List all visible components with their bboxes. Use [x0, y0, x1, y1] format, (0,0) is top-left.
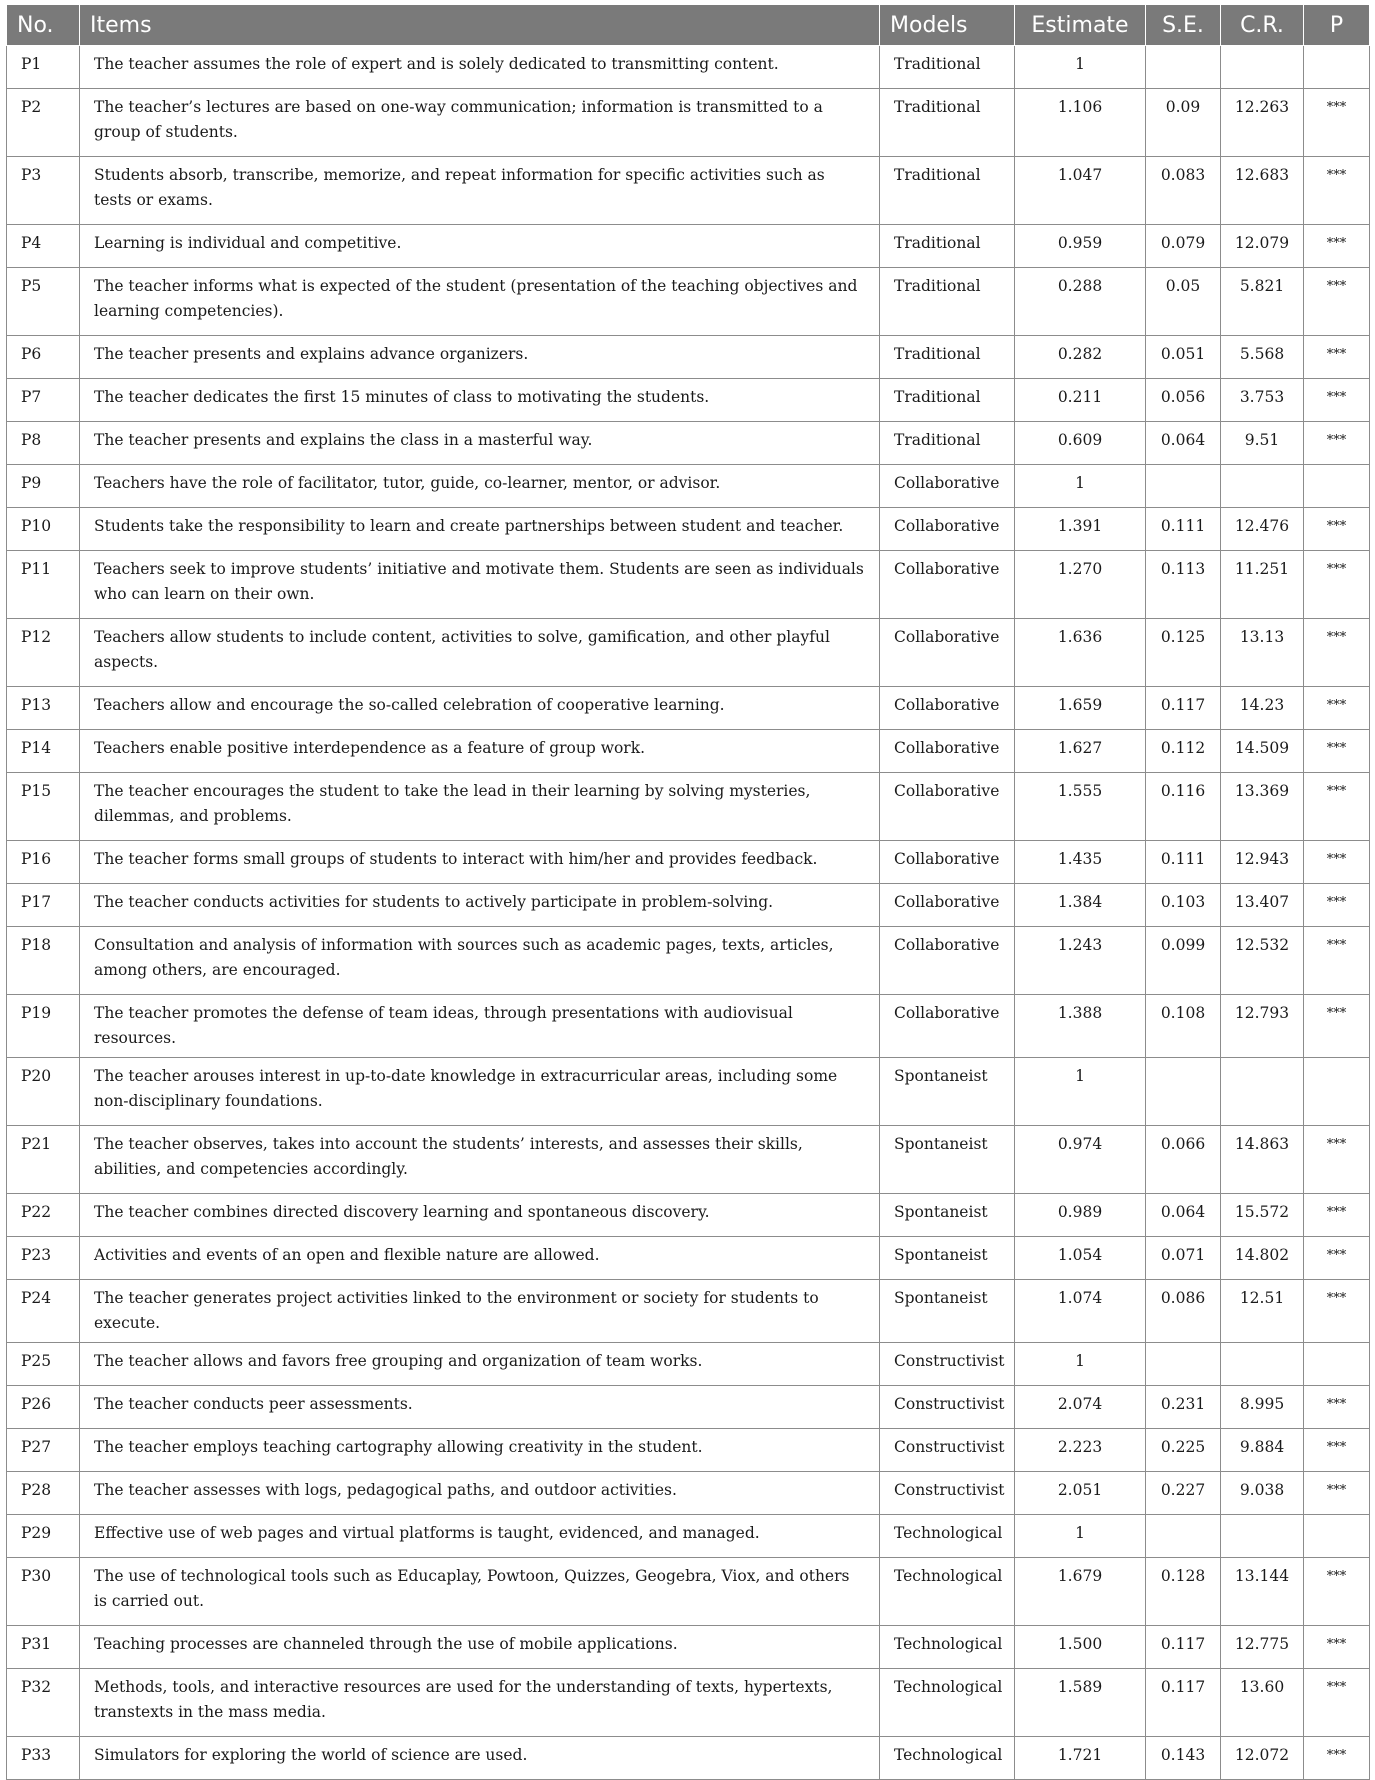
cell-se: 0.117 — [1146, 1626, 1221, 1669]
cell-se: 0.113 — [1146, 551, 1221, 619]
header-se: S.E. — [1146, 5, 1221, 46]
cell-estimate: 1.555 — [1015, 773, 1146, 841]
table-header — [7, 5, 1370, 46]
header-items: Items — [80, 5, 880, 46]
table-row — [7, 379, 1370, 422]
cell-item: Activities and events of an open and flexible nature are allowed. — [80, 1237, 880, 1280]
cell-no: P30 — [7, 1558, 80, 1626]
cell-p — [1304, 1058, 1370, 1126]
cell-item: Simulators for exploring the world of science are used. — [80, 1737, 880, 1780]
cell-item: The teacher combines directed discovery learning and spontaneous discovery. — [80, 1194, 880, 1237]
cell-no: P33 — [7, 1737, 80, 1780]
table-row — [7, 730, 1370, 773]
cell-model: Traditional — [880, 89, 1015, 157]
cell-p — [1304, 46, 1370, 89]
cell-item: The teacher conducts activities for students to actively participate in problem-solving. — [80, 884, 880, 927]
cell-no: P31 — [7, 1626, 80, 1669]
cell-no: P26 — [7, 1386, 80, 1429]
cell-model: Collaborative — [880, 687, 1015, 730]
cell-item: Students take the responsibility to learn and create partnerships between student and teacher. — [80, 508, 880, 551]
cell-cr: 5.821 — [1221, 268, 1304, 336]
table-row — [7, 1472, 1370, 1515]
cell-p: *** — [1304, 1669, 1370, 1737]
table-row — [7, 157, 1370, 225]
cell-p: *** — [1304, 89, 1370, 157]
cell-model: Collaborative — [880, 730, 1015, 773]
cell-no: P7 — [7, 379, 80, 422]
cell-se: 0.112 — [1146, 730, 1221, 773]
table-row — [7, 225, 1370, 268]
cell-cr: 12.943 — [1221, 841, 1304, 884]
cell-model: Traditional — [880, 422, 1015, 465]
cell-no: P27 — [7, 1429, 80, 1472]
cell-no: P9 — [7, 465, 80, 508]
cell-cr: 9.038 — [1221, 1472, 1304, 1515]
cell-estimate: 1 — [1015, 46, 1146, 89]
cell-estimate: 1 — [1015, 1058, 1146, 1126]
cell-p: *** — [1304, 1126, 1370, 1194]
cell-se: 0.051 — [1146, 336, 1221, 379]
cell-no: P16 — [7, 841, 80, 884]
cell-estimate: 1.074 — [1015, 1280, 1146, 1343]
cell-no: P4 — [7, 225, 80, 268]
cell-se — [1146, 1515, 1221, 1558]
cell-no: P29 — [7, 1515, 80, 1558]
cell-cr — [1221, 1058, 1304, 1126]
cell-no: P32 — [7, 1669, 80, 1737]
cell-no: P3 — [7, 157, 80, 225]
table-row — [7, 841, 1370, 884]
cell-cr — [1221, 1515, 1304, 1558]
cell-p: *** — [1304, 730, 1370, 773]
cell-estimate: 1.721 — [1015, 1737, 1146, 1780]
cell-estimate: 0.282 — [1015, 336, 1146, 379]
cell-no: P20 — [7, 1058, 80, 1126]
cell-estimate: 1.627 — [1015, 730, 1146, 773]
cell-estimate: 0.288 — [1015, 268, 1146, 336]
cell-cr: 13.407 — [1221, 884, 1304, 927]
cell-p: *** — [1304, 1237, 1370, 1280]
cell-estimate: 1 — [1015, 1343, 1146, 1386]
cell-cr: 5.568 — [1221, 336, 1304, 379]
cell-se: 0.103 — [1146, 884, 1221, 927]
cell-p — [1304, 465, 1370, 508]
cell-se: 0.117 — [1146, 1669, 1221, 1737]
cell-se: 0.125 — [1146, 619, 1221, 687]
cell-cr: 13.60 — [1221, 1669, 1304, 1737]
cell-model: Spontaneist — [880, 1280, 1015, 1343]
table-row — [7, 1669, 1370, 1737]
cell-model: Collaborative — [880, 995, 1015, 1058]
cell-cr: 12.072 — [1221, 1737, 1304, 1780]
cell-model: Traditional — [880, 46, 1015, 89]
factor-loadings-table — [6, 4, 1370, 1780]
cell-item: The teacher dedicates the first 15 minutes of class to motivating the students. — [80, 379, 880, 422]
cell-cr: 12.51 — [1221, 1280, 1304, 1343]
cell-cr: 14.863 — [1221, 1126, 1304, 1194]
cell-item: Teachers have the role of facilitator, tutor, guide, co-learner, mentor, or advisor. — [80, 465, 880, 508]
cell-p: *** — [1304, 1558, 1370, 1626]
cell-se — [1146, 465, 1221, 508]
cell-item: Teachers allow and encourage the so-called celebration of cooperative learning. — [80, 687, 880, 730]
cell-se: 0.066 — [1146, 1126, 1221, 1194]
cell-no: P11 — [7, 551, 80, 619]
cell-model: Traditional — [880, 225, 1015, 268]
cell-model: Collaborative — [880, 619, 1015, 687]
table-row — [7, 268, 1370, 336]
cell-se: 0.09 — [1146, 89, 1221, 157]
cell-se: 0.099 — [1146, 927, 1221, 995]
cell-estimate: 1 — [1015, 465, 1146, 508]
cell-no: P1 — [7, 46, 80, 89]
cell-se: 0.231 — [1146, 1386, 1221, 1429]
table-row — [7, 336, 1370, 379]
cell-model: Constructivist — [880, 1472, 1015, 1515]
cell-p: *** — [1304, 551, 1370, 619]
cell-item: The teacher arouses interest in up-to-date knowledge in extracurricular areas, including some non-disciplinary foundations. — [80, 1058, 880, 1126]
cell-cr: 14.23 — [1221, 687, 1304, 730]
table-row — [7, 1058, 1370, 1126]
cell-p: *** — [1304, 1626, 1370, 1669]
table-body — [7, 46, 1370, 1780]
table-row — [7, 89, 1370, 157]
cell-no: P15 — [7, 773, 80, 841]
table-row — [7, 422, 1370, 465]
cell-item: Methods, tools, and interactive resources are used for the understanding of texts, hypertexts, transtexts in the mass media. — [80, 1669, 880, 1737]
cell-estimate: 1.384 — [1015, 884, 1146, 927]
cell-model: Spontaneist — [880, 1058, 1015, 1126]
cell-cr — [1221, 1343, 1304, 1386]
cell-p — [1304, 1343, 1370, 1386]
table-row — [7, 508, 1370, 551]
cell-model: Collaborative — [880, 508, 1015, 551]
cell-cr — [1221, 46, 1304, 89]
cell-p — [1304, 1515, 1370, 1558]
cell-cr — [1221, 465, 1304, 508]
cell-estimate: 1.391 — [1015, 508, 1146, 551]
table-row — [7, 551, 1370, 619]
cell-p: *** — [1304, 927, 1370, 995]
table-row — [7, 773, 1370, 841]
cell-p: *** — [1304, 1194, 1370, 1237]
cell-se: 0.056 — [1146, 379, 1221, 422]
cell-se: 0.108 — [1146, 995, 1221, 1058]
table-row — [7, 46, 1370, 89]
cell-cr: 14.802 — [1221, 1237, 1304, 1280]
cell-se: 0.064 — [1146, 1194, 1221, 1237]
cell-model: Constructivist — [880, 1429, 1015, 1472]
cell-item: The teacher employs teaching cartography allowing creativity in the student. — [80, 1429, 880, 1472]
cell-cr: 12.263 — [1221, 89, 1304, 157]
cell-p: *** — [1304, 884, 1370, 927]
table-row — [7, 1386, 1370, 1429]
cell-se: 0.143 — [1146, 1737, 1221, 1780]
cell-p: *** — [1304, 687, 1370, 730]
cell-cr: 9.884 — [1221, 1429, 1304, 1472]
cell-no: P12 — [7, 619, 80, 687]
cell-cr: 12.683 — [1221, 157, 1304, 225]
cell-item: The teacher observes, takes into account the students’ interests, and assesses their skills, abilities, and competencies accordingly. — [80, 1126, 880, 1194]
cell-cr: 13.369 — [1221, 773, 1304, 841]
cell-se: 0.071 — [1146, 1237, 1221, 1280]
cell-item: The teacher assumes the role of expert and is solely dedicated to transmitting content. — [80, 46, 880, 89]
cell-cr: 12.532 — [1221, 927, 1304, 995]
cell-se: 0.227 — [1146, 1472, 1221, 1515]
cell-no: P10 — [7, 508, 80, 551]
cell-estimate: 1.243 — [1015, 927, 1146, 995]
cell-p: *** — [1304, 225, 1370, 268]
cell-no: P6 — [7, 336, 80, 379]
header-estimate: Estimate — [1015, 5, 1146, 46]
cell-estimate: 1.636 — [1015, 619, 1146, 687]
cell-item: Teachers enable positive interdependence as a feature of group work. — [80, 730, 880, 773]
cell-estimate: 1.047 — [1015, 157, 1146, 225]
cell-model: Technological — [880, 1669, 1015, 1737]
cell-model: Traditional — [880, 379, 1015, 422]
cell-no: P2 — [7, 89, 80, 157]
cell-cr: 8.995 — [1221, 1386, 1304, 1429]
cell-item: The teacher assesses with logs, pedagogical paths, and outdoor activities. — [80, 1472, 880, 1515]
table-row — [7, 1280, 1370, 1343]
cell-model: Collaborative — [880, 551, 1015, 619]
cell-model: Technological — [880, 1626, 1015, 1669]
table-row — [7, 1194, 1370, 1237]
table-row — [7, 465, 1370, 508]
cell-estimate: 1.388 — [1015, 995, 1146, 1058]
cell-item: The teacher conducts peer assessments. — [80, 1386, 880, 1429]
cell-no: P22 — [7, 1194, 80, 1237]
cell-se: 0.128 — [1146, 1558, 1221, 1626]
cell-model: Spontaneist — [880, 1237, 1015, 1280]
cell-model: Constructivist — [880, 1386, 1015, 1429]
header-cr: C.R. — [1221, 5, 1304, 46]
cell-item: The teacher forms small groups of students to interact with him/her and provides feedback. — [80, 841, 880, 884]
header-p: P — [1304, 5, 1370, 46]
cell-no: P25 — [7, 1343, 80, 1386]
cell-estimate: 1.659 — [1015, 687, 1146, 730]
cell-cr: 9.51 — [1221, 422, 1304, 465]
cell-cr: 12.793 — [1221, 995, 1304, 1058]
table-row — [7, 1737, 1370, 1780]
cell-no: P19 — [7, 995, 80, 1058]
header-models: Models — [880, 5, 1015, 46]
cell-cr: 12.476 — [1221, 508, 1304, 551]
cell-p: *** — [1304, 1737, 1370, 1780]
cell-model: Technological — [880, 1558, 1015, 1626]
cell-cr: 11.251 — [1221, 551, 1304, 619]
cell-model: Technological — [880, 1737, 1015, 1780]
cell-p: *** — [1304, 841, 1370, 884]
table-row — [7, 1126, 1370, 1194]
cell-estimate: 1.589 — [1015, 1669, 1146, 1737]
cell-p: *** — [1304, 508, 1370, 551]
table-row — [7, 1343, 1370, 1386]
table-row — [7, 1429, 1370, 1472]
cell-se: 0.064 — [1146, 422, 1221, 465]
cell-p: *** — [1304, 619, 1370, 687]
cell-se: 0.116 — [1146, 773, 1221, 841]
cell-p: *** — [1304, 1472, 1370, 1515]
cell-estimate: 1.106 — [1015, 89, 1146, 157]
cell-item: The teacher informs what is expected of the student (presentation of the teaching objectives and learning competencies). — [80, 268, 880, 336]
cell-cr: 3.753 — [1221, 379, 1304, 422]
cell-estimate: 1 — [1015, 1515, 1146, 1558]
cell-cr: 12.079 — [1221, 225, 1304, 268]
cell-estimate: 0.211 — [1015, 379, 1146, 422]
cell-p: *** — [1304, 268, 1370, 336]
table-row — [7, 619, 1370, 687]
cell-estimate: 2.074 — [1015, 1386, 1146, 1429]
cell-model: Collaborative — [880, 884, 1015, 927]
cell-model: Technological — [880, 1515, 1015, 1558]
cell-item: The teacher presents and explains the class in a masterful way. — [80, 422, 880, 465]
cell-estimate: 0.609 — [1015, 422, 1146, 465]
cell-estimate: 0.974 — [1015, 1126, 1146, 1194]
cell-p: *** — [1304, 1280, 1370, 1343]
cell-estimate: 1.500 — [1015, 1626, 1146, 1669]
cell-se: 0.086 — [1146, 1280, 1221, 1343]
cell-model: Spontaneist — [880, 1126, 1015, 1194]
cell-se: 0.117 — [1146, 687, 1221, 730]
table-row — [7, 1515, 1370, 1558]
cell-p: *** — [1304, 1429, 1370, 1472]
cell-estimate: 1.054 — [1015, 1237, 1146, 1280]
cell-se: 0.079 — [1146, 225, 1221, 268]
table-row — [7, 927, 1370, 995]
cell-estimate: 1.435 — [1015, 841, 1146, 884]
cell-item: The teacher allows and favors free grouping and organization of team works. — [80, 1343, 880, 1386]
cell-se — [1146, 1058, 1221, 1126]
header-row — [7, 5, 1370, 46]
cell-model: Collaborative — [880, 465, 1015, 508]
cell-model: Collaborative — [880, 841, 1015, 884]
cell-se — [1146, 46, 1221, 89]
cell-no: P24 — [7, 1280, 80, 1343]
cell-se: 0.111 — [1146, 508, 1221, 551]
table-row — [7, 1558, 1370, 1626]
cell-item: Students absorb, transcribe, memorize, and repeat information for specific activities such as tests or exams. — [80, 157, 880, 225]
cell-model: Traditional — [880, 268, 1015, 336]
cell-p: *** — [1304, 379, 1370, 422]
cell-item: Teaching processes are channeled through the use of mobile applications. — [80, 1626, 880, 1669]
cell-no: P17 — [7, 884, 80, 927]
cell-estimate: 2.051 — [1015, 1472, 1146, 1515]
cell-item: Consultation and analysis of information with sources such as academic pages, texts, articles, among others, are encouraged. — [80, 927, 880, 995]
cell-item: The teacher’s lectures are based on one-way communication; information is transmitted to a group of students. — [80, 89, 880, 157]
cell-item: The teacher presents and explains advance organizers. — [80, 336, 880, 379]
cell-item: Learning is individual and competitive. — [80, 225, 880, 268]
cell-item: The teacher encourages the student to take the lead in their learning by solving mysteries, dilemmas, and problems. — [80, 773, 880, 841]
header-no: No. — [7, 5, 80, 46]
cell-p: *** — [1304, 336, 1370, 379]
cell-no: P8 — [7, 422, 80, 465]
cell-cr: 15.572 — [1221, 1194, 1304, 1237]
cell-p: *** — [1304, 995, 1370, 1058]
cell-no: P5 — [7, 268, 80, 336]
table-row — [7, 995, 1370, 1058]
cell-estimate: 1.270 — [1015, 551, 1146, 619]
cell-item: The teacher generates project activities linked to the environment or society for students to execute. — [80, 1280, 880, 1343]
cell-no: P28 — [7, 1472, 80, 1515]
table-row — [7, 1237, 1370, 1280]
cell-se — [1146, 1343, 1221, 1386]
cell-se: 0.083 — [1146, 157, 1221, 225]
cell-no: P18 — [7, 927, 80, 995]
cell-p: *** — [1304, 773, 1370, 841]
cell-se: 0.225 — [1146, 1429, 1221, 1472]
cell-estimate: 0.959 — [1015, 225, 1146, 268]
cell-item: Effective use of web pages and virtual platforms is taught, evidenced, and managed. — [80, 1515, 880, 1558]
table-row — [7, 884, 1370, 927]
cell-no: P13 — [7, 687, 80, 730]
cell-item: The use of technological tools such as Educaplay, Powtoon, Quizzes, Geogebra, Viox, and others is carried out. — [80, 1558, 880, 1626]
cell-cr: 13.144 — [1221, 1558, 1304, 1626]
cell-item: Teachers allow students to include content, activities to solve, gamification, and other playful aspects. — [80, 619, 880, 687]
cell-cr: 14.509 — [1221, 730, 1304, 773]
cell-se: 0.111 — [1146, 841, 1221, 884]
cell-estimate: 2.223 — [1015, 1429, 1146, 1472]
table-row — [7, 1626, 1370, 1669]
cell-model: Collaborative — [880, 773, 1015, 841]
cell-model: Traditional — [880, 336, 1015, 379]
cell-estimate: 1.679 — [1015, 1558, 1146, 1626]
cell-no: P23 — [7, 1237, 80, 1280]
cell-item: Teachers seek to improve students’ initiative and motivate them. Students are seen as individuals who can learn on their own. — [80, 551, 880, 619]
table-row — [7, 687, 1370, 730]
cell-cr: 13.13 — [1221, 619, 1304, 687]
cell-p: *** — [1304, 157, 1370, 225]
cell-estimate: 0.989 — [1015, 1194, 1146, 1237]
cell-no: P21 — [7, 1126, 80, 1194]
cell-item: The teacher promotes the defense of team ideas, through presentations with audiovisual resources. — [80, 995, 880, 1058]
cell-cr: 12.775 — [1221, 1626, 1304, 1669]
cell-p: *** — [1304, 422, 1370, 465]
cell-model: Traditional — [880, 157, 1015, 225]
cell-model: Spontaneist — [880, 1194, 1015, 1237]
cell-p: *** — [1304, 1386, 1370, 1429]
cell-se: 0.05 — [1146, 268, 1221, 336]
cell-model: Collaborative — [880, 927, 1015, 995]
cell-no: P14 — [7, 730, 80, 773]
cell-model: Constructivist — [880, 1343, 1015, 1386]
